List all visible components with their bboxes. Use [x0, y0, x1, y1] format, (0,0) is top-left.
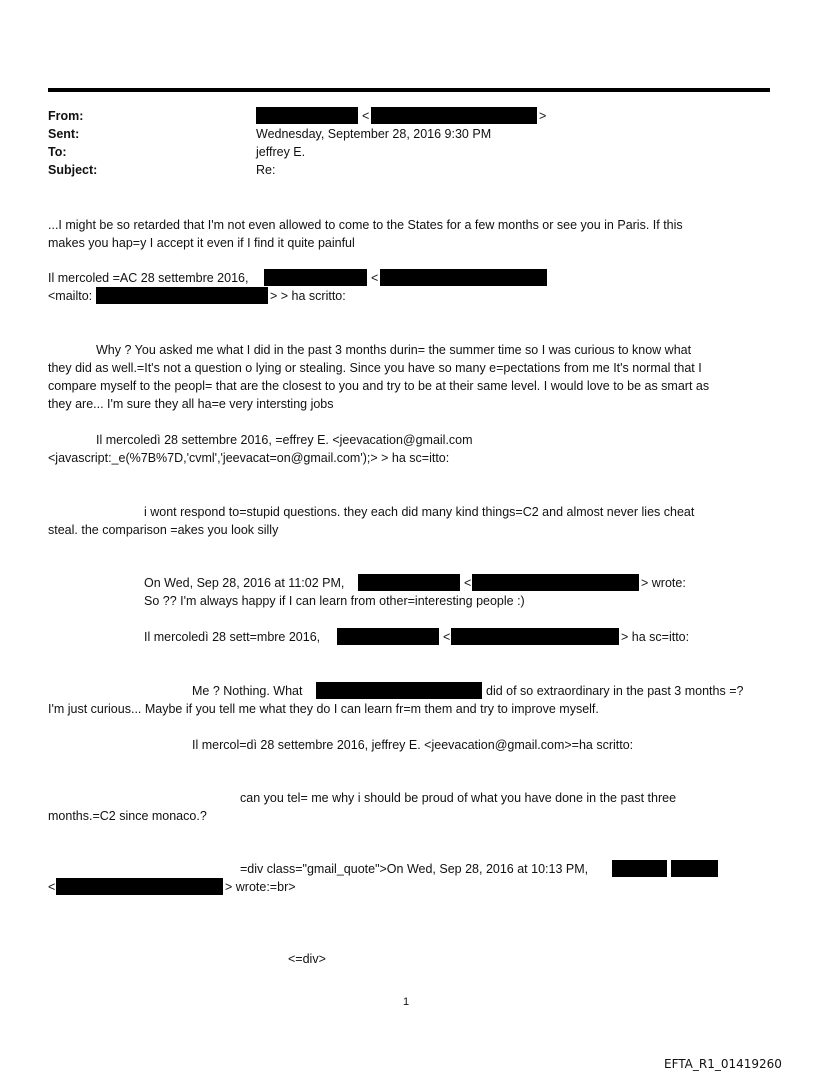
quote-suffix: > > ha scritto:	[270, 289, 346, 303]
redaction	[671, 860, 718, 877]
quote-lt: <	[464, 576, 472, 590]
body-line: Why ? You asked me what I did in the past 3 months durin= the summer time so I was curious to know what	[96, 343, 692, 357]
quote-lt: <	[48, 880, 56, 894]
redaction	[264, 269, 367, 286]
quote-header: Il mercoled =AC 28 settembre 2016,	[48, 271, 249, 285]
quote-suffix: > wrote:	[641, 576, 686, 590]
body-line: can you tel= me why i should be proud of what you have done in the past three	[240, 791, 677, 805]
body-line: So ?? I'm always happy if I can learn from other=interesting people :)	[144, 594, 525, 608]
from-label: From:	[48, 109, 84, 123]
body-line: did of so extraordinary in the past 3 months =?	[486, 684, 744, 698]
body-line: I'm just curious... Maybe if you tell me what they do I can learn fr=m them and try to improve myself.	[48, 702, 599, 716]
redaction	[56, 878, 223, 895]
quote-suffix: > wrote:=br>	[225, 880, 296, 894]
redaction	[358, 574, 460, 591]
to-value: jeffrey E.	[256, 145, 306, 159]
body-line: they are... I'm sure they all ha=e very intersting jobs	[48, 397, 334, 411]
body-line: months.=C2 since monaco.?	[48, 809, 207, 823]
from-lt: <	[362, 109, 370, 123]
subject-value: Re:	[256, 163, 276, 177]
quote-header: Il mercoledì 28 sett=mbre 2016,	[144, 630, 321, 644]
body-line: compare myself to the peopl= that are the closest to you and try to be at their same level. I would love to be as smart as	[48, 379, 710, 393]
body-line: steal. the comparison =akes you look silly	[48, 523, 279, 537]
to-label: To:	[48, 145, 67, 159]
quote-header: On Wed, Sep 28, 2016 at 11:02 PM,	[144, 576, 345, 590]
quote-header: <javascript:_e(%7B%7D,'cvml','jeevacat=on@gmail.com');> > ha sc=itto:	[48, 451, 450, 465]
redaction	[96, 287, 268, 304]
page-number: 1	[403, 996, 410, 1008]
redaction	[380, 269, 547, 286]
bates-id: EFTA_R1_01419260	[664, 1057, 782, 1071]
subject-label: Subject:	[48, 163, 98, 177]
redaction	[337, 628, 439, 645]
redaction	[472, 574, 639, 591]
redaction	[451, 628, 619, 645]
quote-lt: <	[443, 630, 451, 644]
sent-label: Sent:	[48, 127, 80, 141]
body-line: ...I might be so retarded that I'm not even allowed to come to the States for a few months or see you in Paris. If this	[48, 218, 683, 232]
redaction	[612, 860, 667, 877]
body-line: makes you hap=y I accept it even if I find it quite painful	[48, 236, 355, 250]
from-gt: >	[539, 109, 547, 123]
header-rule	[48, 88, 770, 92]
redaction	[316, 682, 482, 699]
quote-header: Il mercol=dì 28 settembre 2016, jeffrey E. <jeevacation@gmail.com>=ha scritto:	[192, 738, 634, 752]
redaction-from-name	[256, 107, 358, 124]
quote-suffix: > ha sc=itto:	[621, 630, 690, 644]
quote-header: =div class="gmail_quote">On Wed, Sep 28, 2016 at 10:13 PM,	[240, 862, 589, 876]
quote-div: <=div>	[288, 952, 326, 966]
body-line: they did as well.=It's not a question o lying or stealing. Since you have so many e=pectations from me It's normal that I	[48, 361, 702, 375]
body-line: Me ? Nothing. What	[192, 684, 303, 698]
redaction-from-email	[371, 107, 537, 124]
body-line: i wont respond to=stupid questions. they each did many kind things=C2 and almost never lies cheat	[144, 505, 695, 519]
quote-lt: <	[371, 271, 379, 285]
quote-mailto: <mailto:	[48, 289, 93, 303]
quote-header: Il mercoledì 28 settembre 2016, =effrey E. <jeevacation@gmail.com	[96, 433, 473, 447]
sent-value: Wednesday, September 28, 2016 9:30 PM	[256, 127, 492, 141]
